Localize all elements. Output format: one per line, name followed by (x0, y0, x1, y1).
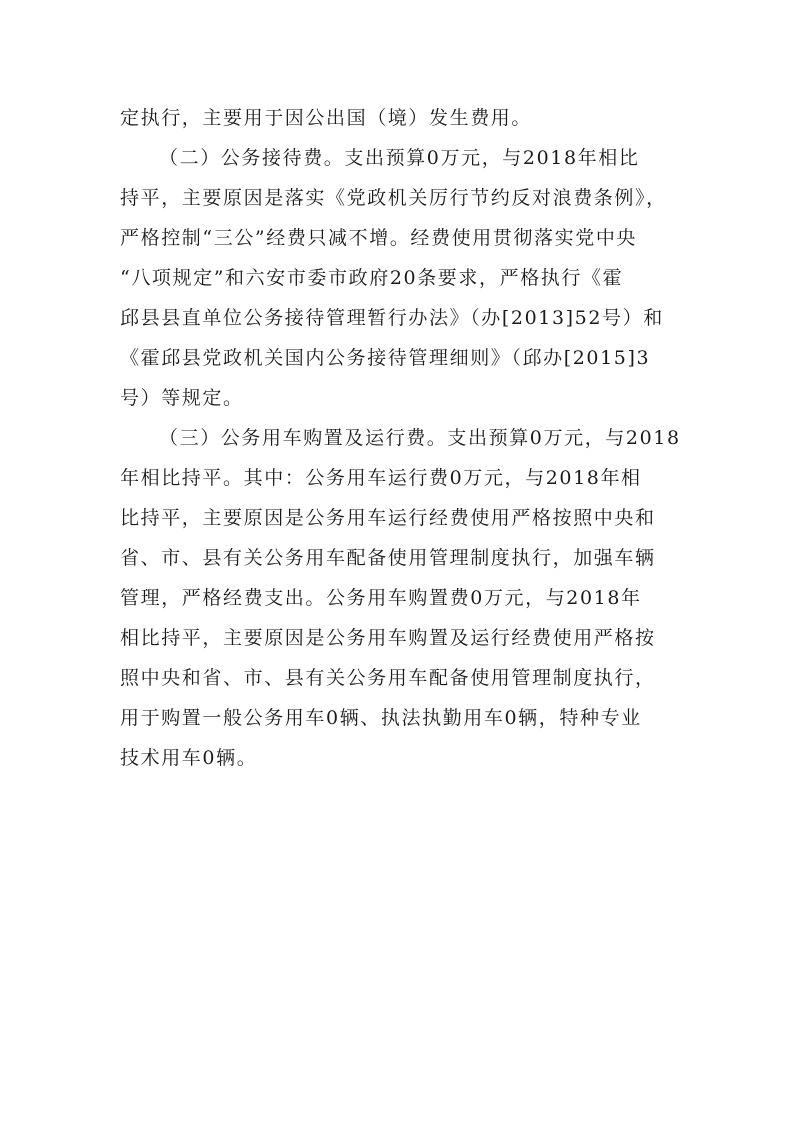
text-line: 持平，主要原因是落实《党政机关厉行节约反对浪费条例》， (120, 187, 667, 209)
text-line: 相比持平，主要原因是公务用车购置及运行经费使用严格按 (120, 627, 656, 649)
text-line: 号）等规定。 (120, 387, 244, 409)
text-line: 定执行，主要用于因公出国（境）发生费用。 (120, 107, 533, 129)
text-line: 年相比持平。其中：公务用车运行费0万元，与2018年相 (120, 467, 642, 489)
text-line: 技术用车0辆。 (120, 747, 258, 769)
text-line: 省、市、县有关公务用车配备使用管理制度执行，加强车辆 (120, 547, 656, 569)
text-line: 严格控制“三公”经费只减不增。经费使用贯彻落实党中央 (120, 227, 638, 249)
text-line: 《霍邱县党政机关国内公务接待管理细则》（邱办[2015]3 (120, 347, 651, 369)
text-line: 用于购置一般公务用车0辆、执法执勤用车0辆，特种专业 (120, 707, 642, 729)
section-heading-reception: （二）公务接待费。支出预算0万元，与2018年相比 (159, 147, 640, 169)
text-line: 管理，严格经费支出。公务用车购置费0万元，与2018年 (120, 587, 642, 609)
text-line: 照中央和省、市、县有关公务用车配备使用管理制度执行， (120, 667, 656, 689)
text-line: 比持平，主要原因是公务用车运行经费使用严格按照中央和 (120, 507, 656, 529)
section-heading-vehicles: （三）公务用车购置及运行费。支出预算0万元，与2018 (159, 427, 681, 449)
text-line: “八项规定”和六安市委市政府20条要求，严格执行《霍 (120, 267, 624, 289)
text-line: 邱县县直单位公务接待管理暂行办法》（办[2013]52号）和 (120, 307, 664, 329)
